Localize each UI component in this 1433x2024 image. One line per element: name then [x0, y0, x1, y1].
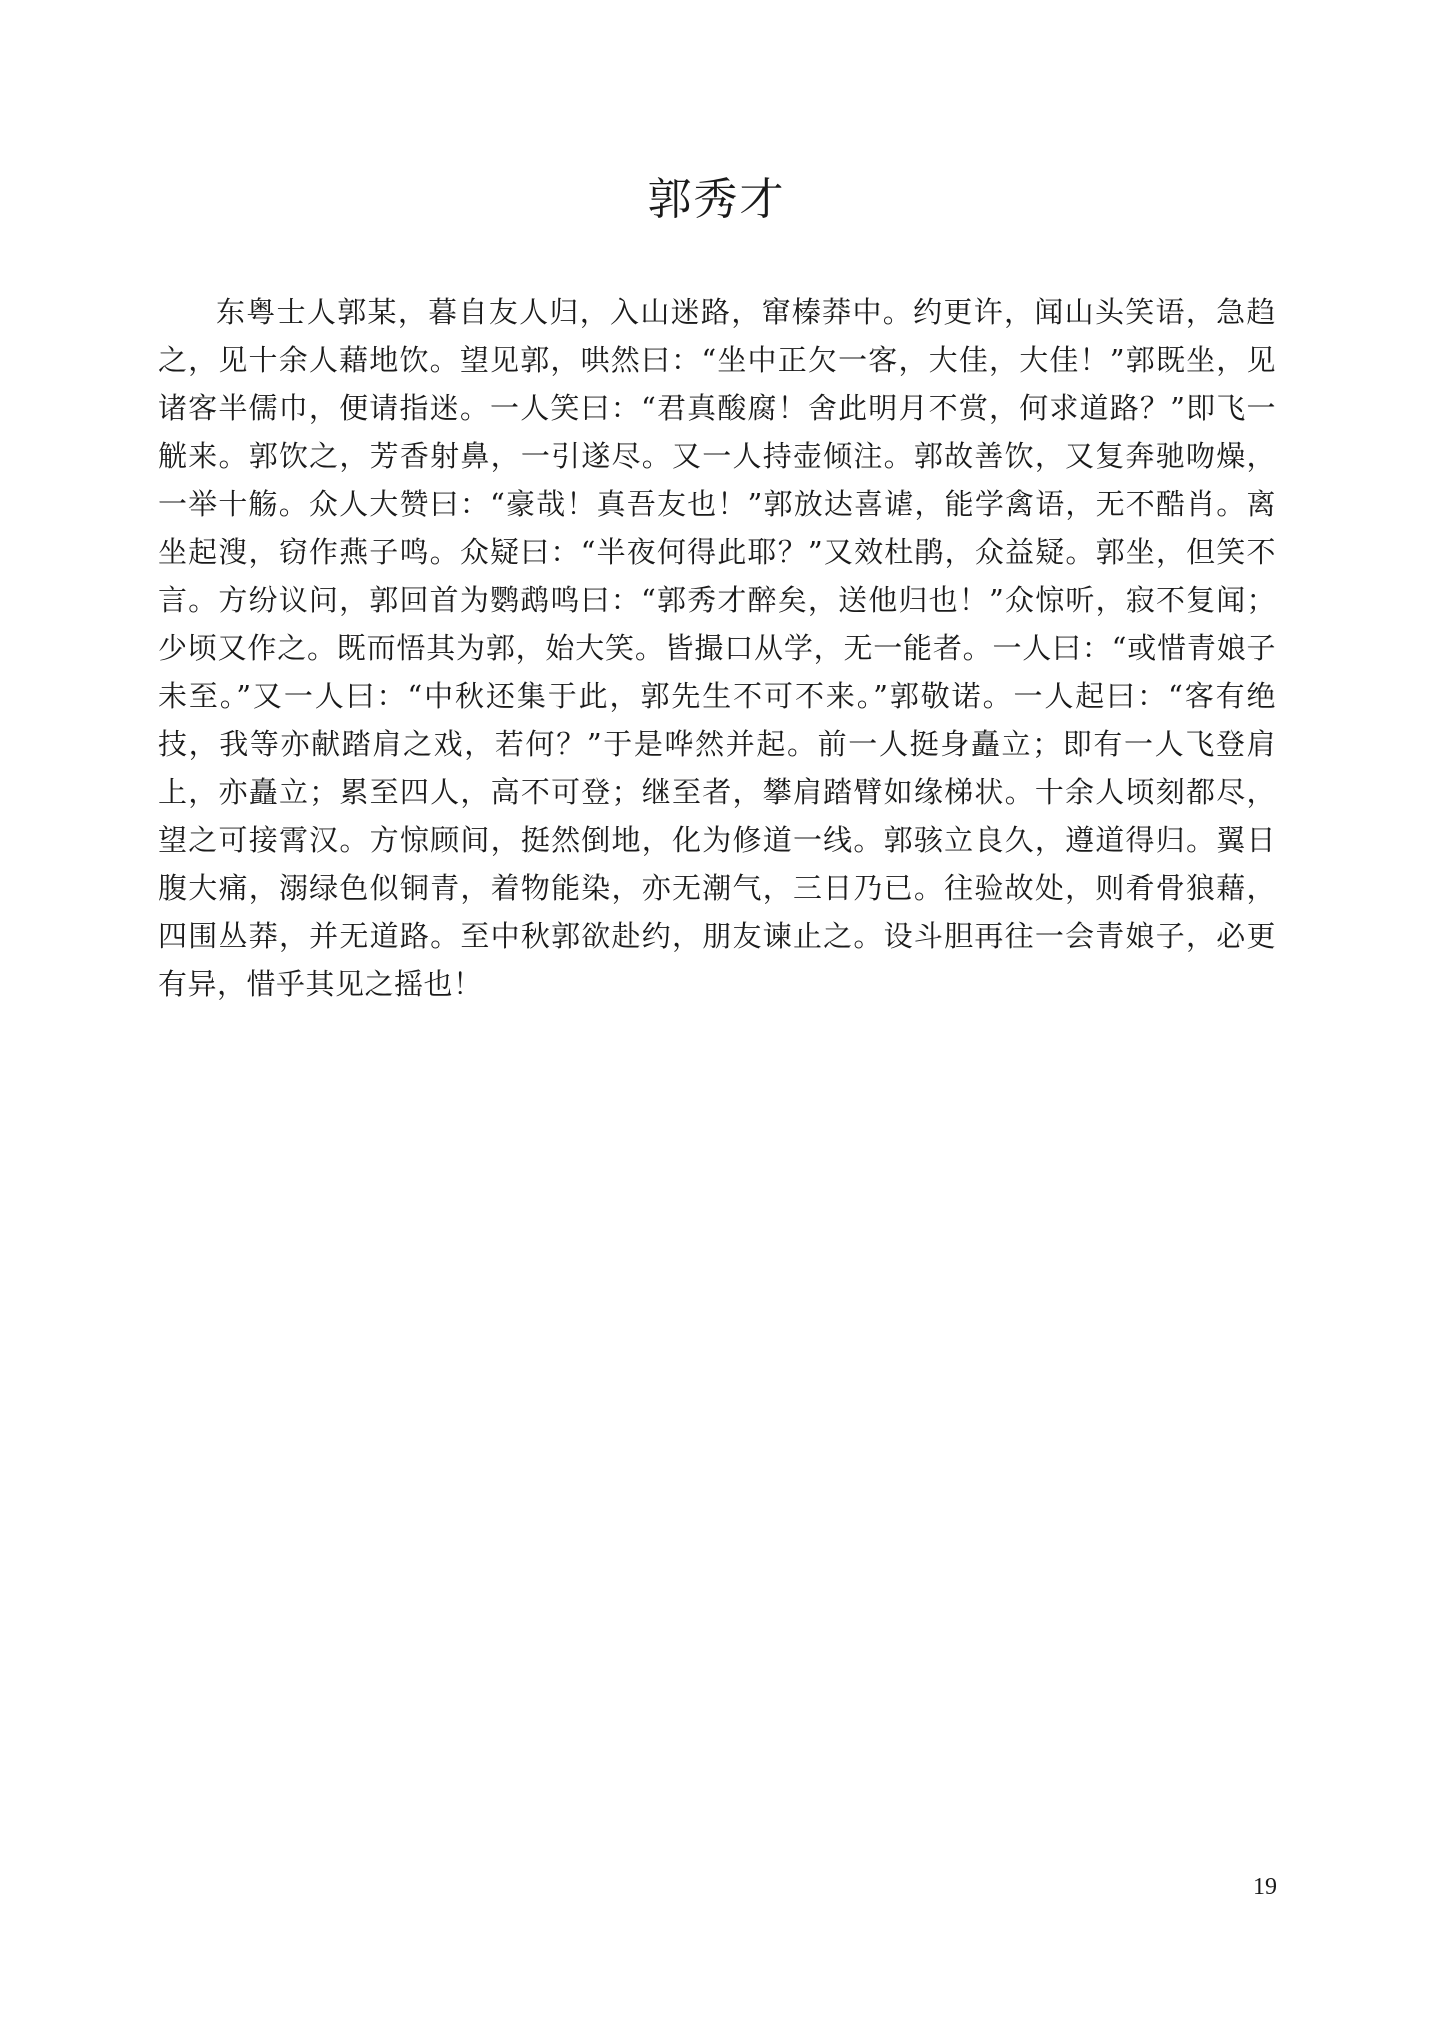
- page-title: 郭秀才: [647, 174, 786, 225]
- body-paragraph: 东粤士人郭某，暮自友人归，入山迷路，窜榛莽中。约更许，闻山头笑语，急趋之，见十余人藉地饮。望见郭，哄然曰：“坐中正欠一客，大佳，大佳！”郭既坐，见诸客半儒巾，便请指迷。一人笑曰：“君真酸腐！舍此明月不赏，何求道路？”即飞一觥来。郭饮之，芳香射鼻，一引遂尽。又一人持壶倾注。郭故善饮，又复奔驰吻燥，一举十觞。众人大赞曰：“豪哉！真吾友也！”郭放达喜谑，能学禽语，无不酷肖。离坐起溲，窃作燕子鸣。众疑曰：“半夜何得此耶？”又效杜鹃，众益疑。郭坐，但笑不言。方纷议问，郭回首为鹦鹉鸣曰：“郭秀才醉矣，送他归也！”众惊听，寂不复闻；少顷又作之。既而悟其为郭，始大笑。皆撮口从学，无一能者。一人曰：“或惜青娘子未至。”又一人曰：“中秋还集于此，郭先生不可不来。”郭敬诺。一人起曰：“客有绝技，我等亦献踏肩之戏，若何？”于是哗然并起。前一人挺身矗立；即有一人飞登肩上，亦矗立；累至四人，高不可登；继至者，攀肩踏臂如缘梯状。十余人顷刻都尽，望之可接霄汉。方惊顾间，挺然倒地，化为修道一线。郭骇立良久，遵道得归。翼日腹大痛，溺绿色似铜青，着物能染，亦无潮气，三日乃已。往验故处，则肴骨狼藉，四围丛莽，并无道路。至中秋郭欲赴约，朋友谏止之。设斗胆再往一会青娘子，必更有异，惜乎其见之摇也！: [158, 295, 1276, 1001]
- page-number: 19: [1253, 1874, 1277, 1900]
